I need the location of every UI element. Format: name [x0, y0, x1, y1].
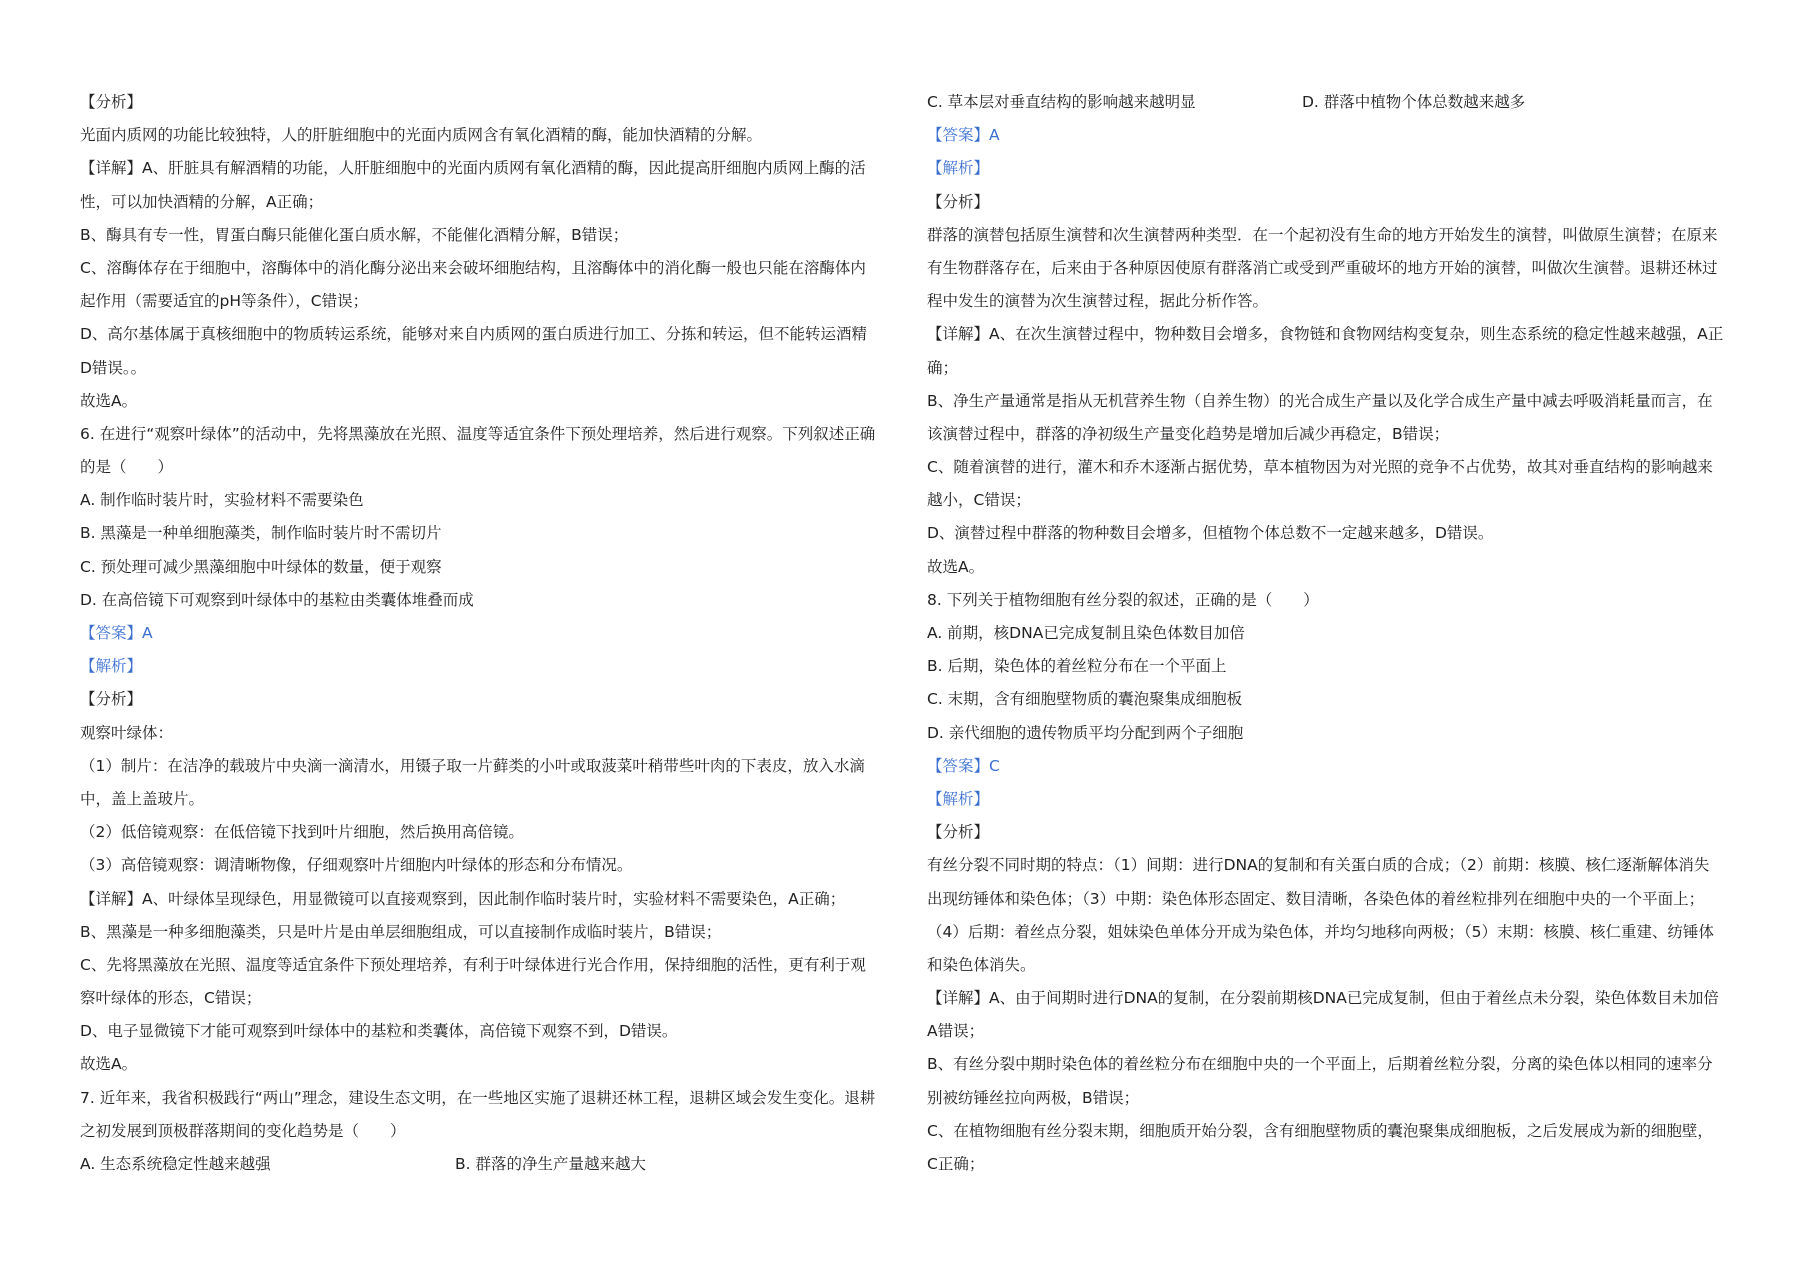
options-row-ab — [80, 1148, 915, 1181]
text-line: A错误； — [927, 1022, 985, 1041]
text-line: D. 亲代细胞的遗传物质平均分配到两个子细胞 — [927, 723, 1244, 742]
text-line: 之初发展到顶极群落期间的变化趋势是（ ） — [80, 1121, 406, 1140]
options-row-cd — [927, 86, 1762, 119]
text-line: 【答案】A — [80, 624, 153, 642]
text-line: 【详解】A、肝脏具有解酒精的功能，人肝脏细胞中的光面内质网有氧化酒精的酶，因此提高肝细胞内质网上酶的活 — [80, 159, 866, 178]
text-line: D错误。。 — [80, 358, 147, 377]
text-line: C. 末期，含有细胞壁物质的囊泡聚集成细胞板 — [927, 690, 1243, 709]
text-line: 【分析】 — [927, 192, 990, 211]
text-line: 故选A。 — [80, 1055, 138, 1074]
text-line: 光面内质网的功能比较独特，人的肝脏细胞中的光面内质网含有氧化酒精的酶，能加快酒精的分解。 — [80, 126, 763, 145]
text-line: 出现纺锤体和染色体；（3）中期：染色体形态固定、数目清晰，各染色体的着丝粒排列在细胞中央的一个平面上； — [927, 889, 1705, 908]
text-line: 6. 在进行“观察叶绿体”的活动中，先将黑藻放在光照、温度等适宜条件下预处理培养，然后进行观察。下列叙述正确 — [80, 424, 876, 443]
text-line: C. 预处理可减少黑藻细胞中叶绿体的数量，便于观察 — [80, 557, 442, 576]
text-line: A. 制作临时装片时，实验材料不需要染色 — [80, 491, 364, 510]
text-line: D、高尔基体属于真核细胞中的物质转运系统，能够对来自内质网的蛋白质进行加工、分拣和转运，但不能转运酒精 — [80, 325, 867, 344]
text-line: 群落的演替包括原生演替和次生演替两种类型．在一个起初没有生命的地方开始发生的演替，叫做原生演替；在原来 — [927, 225, 1718, 244]
left-column — [80, 86, 915, 1181]
text-line: C、随着演替的进行，灌木和乔木逐渐占据优势，草本植物因为对光照的竞争不占优势，故其对垂直结构的影响越来 — [927, 458, 1713, 477]
text-line: （4）后期：着丝点分裂，姐妹染色单体分开成为染色体，并均匀地移向两极；（5）末期：核膜、核仁重建、纺锤体 — [927, 922, 1714, 941]
text-line: B、净生产量通常是指从无机营养生物（自养生物）的光合成生产量以及化学合成生产量中减去呼吸消耗量而言，在 — [927, 391, 1713, 410]
text-line: 察叶绿体的形态，C错误； — [80, 989, 262, 1008]
text-line: 有生物群落存在，后来由于各种原因使原有群落消亡或受到严重破坏的地方开始的演替，叫做次生演替。退耕还林过 — [927, 258, 1718, 277]
text-line: B、有丝分裂中期时染色体的着丝粒分布在细胞中央的一个平面上，后期着丝粒分裂，分离的染色体以相同的速率分 — [927, 1055, 1713, 1074]
text-line: 【解析】 — [927, 789, 990, 808]
text-line: C、先将黑藻放在光照、温度等适宜条件下预处理培养，有利于叶绿体进行光合作用，保持细胞的活性，更有利于观 — [80, 955, 866, 974]
text-line: 性，可以加快酒精的分解，A正确； — [80, 192, 324, 211]
text-line: 【详解】A、由于间期时进行DNA的复制，在分裂前期核DNA已完成复制，但由于着丝点未分裂，染色体数目未加倍 — [927, 989, 1719, 1008]
text-line: 中，盖上盖玻片。 — [80, 789, 205, 808]
text-line: 【答案】C — [927, 756, 1000, 775]
text-line: 确； — [927, 358, 959, 377]
text-line: 【详解】A、叶绿体呈现绿色，用显微镜可以直接观察到，因此制作临时装片时，实验材料不需要染色，A正确； — [80, 889, 846, 908]
text-line: A. 前期，核DNA已完成复制且染色体数目加倍 — [927, 624, 1245, 642]
text-line: 8. 下列关于植物细胞有丝分裂的叙述，正确的是（ ） — [927, 590, 1319, 609]
text-line: 观察叶绿体： — [80, 723, 174, 742]
option-d: D. 群落中植物个体总数越来越多 — [1302, 93, 1526, 111]
text-line: D. 在高倍镜下可观察到叶绿体中的基粒由类囊体堆叠而成 — [80, 590, 474, 609]
text-line: （1）制片：在洁净的载玻片中央滴一滴清水，用镊子取一片藓类的小叶或取菠菜叶稍带些叶肉的下表皮，放入水滴 — [80, 756, 865, 775]
text-line: 程中发生的演替为次生演替过程，据此分析作答。 — [927, 292, 1269, 311]
text-line: B、黑藻是一种多细胞藻类，只是叶片是由单层细胞组成，可以直接制作成临时装片，B错误； — [80, 922, 722, 941]
option-c: C. 草本层对垂直结构的影响越来越明显 — [927, 93, 1196, 111]
right-column — [927, 86, 1762, 1181]
text-line: 【详解】A、在次生演替过程中，物种数目会增多，食物链和食物网结构变复杂，则生态系统的稳定性越来越强，A正 — [927, 325, 1724, 344]
text-line: D、演替过程中群落的物种数目会增多，但植物个体总数不一定越来越多，D错误。 — [927, 524, 1494, 543]
option-a: A. 生态系统稳定性越来越强 — [80, 1155, 271, 1173]
text-line: D、电子显微镜下才能可观察到叶绿体中的基粒和类囊体，高倍镜下观察不到，D错误。 — [80, 1022, 678, 1041]
text-line: 【解析】 — [80, 657, 143, 676]
text-line: 别被纺锤丝拉向两极，B错误； — [927, 1088, 1140, 1107]
text-line: B、酶具有专一性，胃蛋白酶只能催化蛋白质水解，不能催化酒精分解，B错误； — [80, 225, 629, 244]
text-line: 【分析】 — [80, 690, 143, 709]
text-line: 的是（ ） — [80, 458, 174, 477]
text-line: C正确； — [927, 1155, 985, 1173]
text-line: C、在植物细胞有丝分裂末期，细胞质开始分裂，含有细胞壁物质的囊泡聚集成细胞板，之后发展成为新的细胞壁， — [927, 1121, 1713, 1140]
text-line: B. 后期，染色体的着丝粒分布在一个平面上 — [927, 657, 1227, 676]
text-line: 【答案】A — [927, 126, 1000, 145]
text-line: 故选A。 — [927, 557, 985, 576]
text-line: 起作用（需要适宜的pH等条件），C错误； — [80, 292, 369, 311]
text-line: 该演替过程中，群落的净初级生产量变化趋势是增加后减少再稳定，B错误； — [927, 424, 1450, 443]
text-line: 故选A。 — [80, 391, 138, 410]
text-line: 【分析】 — [80, 93, 143, 111]
text-line: 7. 近年来，我省积极践行“两山”理念，建设生态文明，在一些地区实施了退耕还林工程，退耕区域会发生变化。退耕 — [80, 1088, 876, 1107]
text-line: 和染色体消失。 — [927, 955, 1036, 974]
text-line: C、溶酶体存在于细胞中，溶酶体中的消化酶分泌出来会破坏细胞结构，且溶酶体中的消化酶一般也只能在溶酶体内 — [80, 258, 866, 277]
text-line: （3）高倍镜观察：调清晰物像，仔细观察叶片细胞内叶绿体的形态和分布情况。 — [80, 856, 633, 875]
text-line: 越小，C错误； — [927, 491, 1031, 510]
text-line: （2）低倍镜观察：在低倍镜下找到叶片细胞，然后换用高倍镜。 — [80, 823, 524, 842]
text-line: 有丝分裂不同时期的特点：（1）间期：进行DNA的复制和有关蛋白质的合成；（2）前期：核膜、核仁逐渐解体消失 — [927, 856, 1710, 875]
option-b: B. 群落的净生产量越来越大 — [455, 1155, 646, 1173]
text-line: 【解析】 — [927, 159, 990, 178]
text-line: 【分析】 — [927, 823, 990, 842]
text-line: B. 黑藻是一种单细胞藻类，制作临时装片时不需切片 — [80, 524, 442, 543]
